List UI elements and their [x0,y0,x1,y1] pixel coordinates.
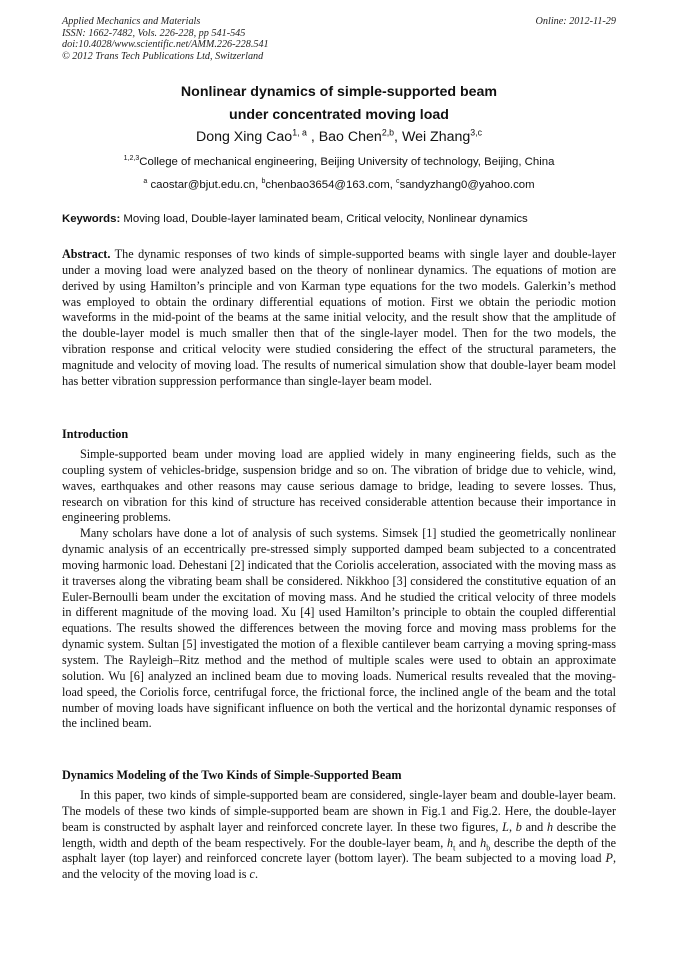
keywords-text: Moving load, Double-layer laminated beam, Critical velocity, Nonlinear dynamics [123,213,528,225]
paragraph: Many scholars have done a lot of analysis of such systems. Simsek [1] studied the geometrically nonlinear dynamic analysis of an eccentrically pre-stressed simply supported damped beam subjected to a concentrated moving harmonic load. Dehestani [2] indicated that the Coriolis acceleration, associated with the moving mass as it traverses along the vibrating beam shall be considered. Nikkhoo [3] considered the constitutive equation of an Euler-Bernoulli beam under the excitation of moving mass. And he studied the critical velocity of three models in different magnitude of the moving load. Xu [4] used Hamilton’s principle to obtain the coupled differential equations. The results showed the differences between the moving force and moving mass problems for the dynamic system. Sultan [5] investigated the motion of a flexible cantilever beam carrying a moving spring-mass system. The Rayleigh–Ritz method and the method of multiple scales were used to obtain an approximate solution. Wu [6] analyzed an inclined beam due to moving loads. Numerical results revealed that the moving-load speed, the Coriolis force, centrifugal force, the frictional force, the inclined angle of the beam and the total number of moving loads have significant influence on both the vertical and the horizontal dynamic responses of the inclined beam. [62,526,616,731]
affiliation [62,154,616,170]
journal-name: Applied Mechanics and Materials [62,16,201,27]
abstract-label: Abstract. [62,247,111,261]
abstract [62,247,616,390]
email-superscript: c [396,178,400,186]
math-variable: b [515,819,522,834]
email-address[interactable]: caostar@bjut.edu.cn [150,179,256,191]
doi-line: doi:10.4028/www.scientific.net/AMM.226-228.541 [62,39,269,51]
author-superscript: 1, a [292,127,307,138]
title-line-2: under concentrated moving load [229,107,449,123]
author-superscript: 3,c [470,127,483,138]
issn-line: ISSN: 1662-7482, Vols. 226-228, pp 541-545 [62,27,246,39]
math-subscript: t [453,842,456,852]
abstract-text: The dynamic responses of two kinds of simple-supported beams with single layer and double-layer under a moving load were analyzed based on the theory of nonlinear dynamics. The equations of motion are derived by using Hamilton’s principle and von Karman type equations for the two models. Galerkin’s method was employed to obtain the ordinary differential equations of motion. First we obtain the periodic motion waveforms in the mid-point of the beams at the same initial velocity, and the result show that the amplitude of the double-layer model is much smaller then that of the single-layer model. Then for the two models, the vibration response and critical velocity were studied considering the effect of the structural parameters, the magnitude and velocity of moving load. The results of numerical simulation show that double-layer beam model has better vibration suppression performance than single-layer beam model. [62,247,617,388]
keywords-label: Keywords: [62,213,121,225]
math-subscript: b [486,842,491,852]
author-list: Dong Xing Cao$^{1, a}$ , Bao Chen$^{2,b}$, Wei Zhang$^{3,c}$ [195,127,483,145]
dynamics-body [62,788,616,883]
math-variable: h [546,819,554,834]
keywords [62,211,616,227]
math-variable: h [446,835,454,850]
introduction-body [62,447,616,732]
paragraph: Simple-supported beam under moving load are applied widely in many engineering fields, such as the coupling system of vehicles-bridge, suspension bridge and so on. The vibration of bridge due to vehicle, wind, waves, earthquakes and other reasons may cause serious damage to bridge, leading to severe losses. Thus, research on vibration for this kind of structure has received considerable attention because their importance in engineering problems. [62,447,616,525]
email-address[interactable]: sandyzhang0@yahoo.com [399,179,535,191]
affiliation-superscript: 1,2,3 [123,155,140,163]
math-variable: h [480,835,487,850]
online-date: Online: 2012-11-29 [535,16,616,27]
math-variable: c [249,867,255,882]
email-superscript: a [143,178,148,186]
copyright-line: © 2012 Trans Tech Publications Ltd, Switzerland [62,50,264,62]
author-name: Dong Xing Cao [195,129,293,145]
journal-header [62,16,616,62]
math-variable: P [605,851,613,866]
paper-title [62,81,616,127]
author-name: Wei Zhang [401,129,471,145]
section-heading-dynamics: Dynamics Modeling of the Two Kinds of Simple-Supported Beam [62,768,402,782]
author-superscript: 2,b [381,127,395,138]
title-line-1: Nonlinear dynamics of simple-supported beam [180,84,498,100]
author-name: Bao Chen [318,129,382,145]
paragraph: In this paper, two kinds of simple-supported beam are considered, single-layer beam and double-layer beam. The models of these two kinds of simple-supported beam are shown in Fig.1 and Fig.2. Here, the double-layer beam is constructed by asphalt layer and reinforced concrete layer. In these two figures, L, b and h describe the length, width and depth of the beam respectively. For the double-layer beam, $h_t$ and $h_b$ describe the depth of the asphalt layer (top layer) and reinforced concrete layer (bottom layer). The beam subjected to a moving load P, and the velocity of the moving load is c. [62,788,617,882]
affiliation-text: College of mechanical engineering, Beijing University of technology, Beijing, China [139,156,555,168]
section-heading-introduction: Introduction [62,427,129,441]
math-variable: L [502,819,509,834]
email-address[interactable]: chenbao3654@163.com [265,179,390,191]
email-list: $^a$ caostar@bjut.edu.cn, $^b$chenbao3654@163.com, $^c$sandyzhang0@yahoo.com [143,178,535,191]
email-superscript: b [261,178,266,186]
